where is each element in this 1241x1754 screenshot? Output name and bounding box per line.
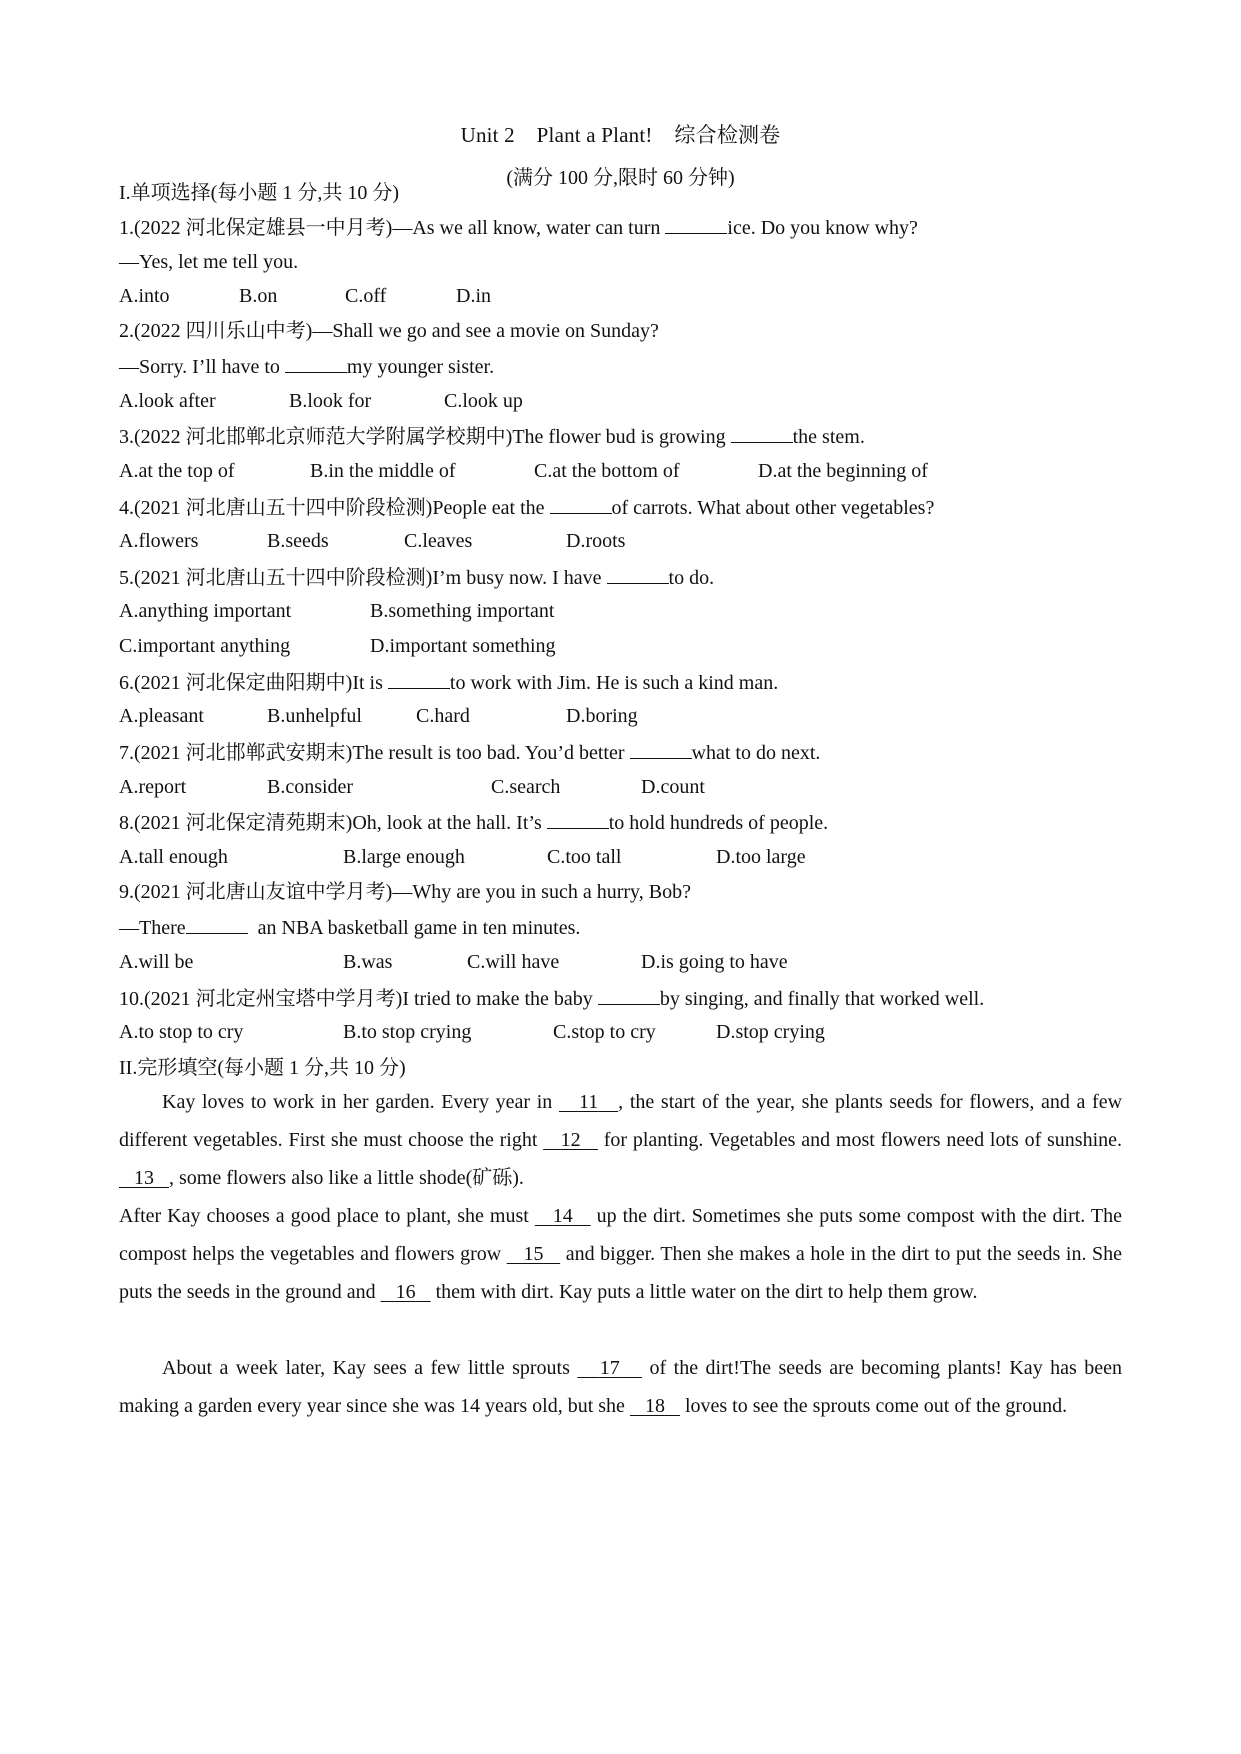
- cloze-blank-12: 12: [560, 1129, 581, 1151]
- question-5-option: C.important anything: [119, 635, 291, 657]
- question-2-stem: 2.(2022 四川乐山中考)—Shall we go and see a movie on Sunday?: [119, 320, 659, 342]
- question-1-option: A.into: [119, 285, 170, 307]
- section-heading-2: II.完形填空(每小题 1 分,共 10 分): [119, 1057, 406, 1079]
- question-3-option: A.at the top of: [119, 460, 235, 482]
- question-3-option: B.in the middle of: [310, 460, 456, 482]
- question-3-option: C.at the bottom of: [534, 460, 680, 482]
- question-7-option: B.consider: [267, 776, 354, 798]
- question-1-option: C.off: [345, 285, 387, 307]
- answer-blank: [186, 914, 248, 934]
- question-7-option: D.count: [641, 776, 705, 798]
- question-9-option: B.was: [343, 951, 393, 973]
- question-8-option: A.tall enough: [119, 846, 228, 868]
- question-9-option: C.will have: [467, 951, 560, 973]
- question-2-option: A.look after: [119, 390, 216, 412]
- question-10-option: D.stop crying: [716, 1021, 825, 1043]
- question-9-option: A.will be: [119, 951, 194, 973]
- answer-blank: [598, 985, 660, 1005]
- question-10-stem: 10.(2021 河北定州宝塔中学月考)I tried to make the baby by singing, and finally that worked well.: [119, 985, 984, 1012]
- passage-paragraph-2: After Kay chooses a good place to plant, she must 14 up the dirt. Sometimes she puts some compost with the dirt. The compost helps the vegetables and flowers grow 15 and bigger. Then she makes a hole in the dirt to put the seeds in. She puts the seeds in the ground and 16 them with dirt. Kay puts a little water on the dirt to help them grow.: [119, 1205, 1123, 1303]
- question-7-option: C.search: [491, 776, 561, 798]
- question-6-option: A.pleasant: [119, 705, 204, 727]
- question-5-option: A.anything important: [119, 600, 292, 622]
- section-heading-1: I.单项选择(每小题 1 分,共 10 分): [119, 182, 399, 204]
- answer-blank: [665, 214, 727, 234]
- question-9-stem: 9.(2021 河北唐山友谊中学月考)—Why are you in such a hurry, Bob?: [119, 881, 691, 903]
- answer-blank: [607, 564, 669, 584]
- question-6-option: B.unhelpful: [267, 705, 362, 727]
- answer-blank: [630, 739, 692, 759]
- question-5-option: B.something important: [370, 600, 555, 622]
- question-1-option: D.in: [456, 285, 491, 307]
- question-1-line2: —Yes, let me tell you.: [119, 251, 299, 273]
- question-5-stem: 5.(2021 河北唐山五十四中阶段检测)I’m busy now. I have to do.: [119, 564, 714, 591]
- question-4-option: D.roots: [566, 530, 626, 552]
- question-9-option: D.is going to have: [641, 951, 788, 973]
- question-10-option: A.to stop to cry: [119, 1021, 244, 1043]
- answer-blank: [550, 494, 612, 514]
- question-3-option: D.at the beginning of: [758, 460, 928, 482]
- question-7-stem: 7.(2021 河北邯郸武安期末)The result is too bad. You’d better what to do next.: [119, 739, 820, 766]
- question-6-option: C.hard: [416, 705, 470, 727]
- question-8-stem: 8.(2021 河北保定清苑期末)Oh, look at the hall. It’s to hold hundreds of people.: [119, 809, 828, 836]
- question-2-line2: —Sorry. I’ll have to my younger sister.: [119, 353, 494, 380]
- question-2-option: C.look up: [444, 390, 523, 412]
- question-6-stem: 6.(2021 河北保定曲阳期中)It is to work with Jim. He is such a kind man.: [119, 669, 778, 696]
- cloze-blank-11: 11: [578, 1091, 599, 1113]
- question-7-option: A.report: [119, 776, 187, 798]
- question-4-stem: 4.(2021 河北唐山五十四中阶段检测)People eat the of carrots. What about other vegetables?: [119, 494, 934, 521]
- question-1-option: B.on: [239, 285, 278, 307]
- question-4-option: B.seeds: [267, 530, 329, 552]
- answer-blank: [547, 809, 609, 829]
- question-6-option: D.boring: [566, 705, 638, 727]
- cloze-blank-15: 15: [523, 1243, 544, 1265]
- cloze-blank-18: 18: [644, 1395, 665, 1417]
- question-8-option: B.large enough: [343, 846, 465, 868]
- answer-blank: [388, 669, 450, 689]
- question-2-option: B.look for: [289, 390, 372, 412]
- question-8-option: D.too large: [716, 846, 806, 868]
- cloze-blank-13: 13: [134, 1167, 154, 1189]
- passage-paragraph-1: Kay loves to work in her garden. Every year in 11 , the start of the year, she plants seeds for flowers, and a few different vegetables. First she must choose the right 12 for planting. Vegetables and most flowers need lots of sunshine. 13 , some flowers also like a little shode(矿砾).: [119, 1091, 1123, 1189]
- question-10-option: C.stop to cry: [553, 1021, 656, 1043]
- cloze-blank-17: 17: [599, 1357, 620, 1379]
- question-4-option: C.leaves: [404, 530, 473, 552]
- cloze-blank-14: 14: [552, 1205, 573, 1227]
- cloze-blank-16: 16: [395, 1281, 416, 1303]
- page-title: Unit 2 Plant a Plant! 综合检测卷: [460, 123, 781, 147]
- question-3-stem: 3.(2022 河北邯郸北京师范大学附属学校期中)The flower bud is growing the stem.: [119, 423, 865, 450]
- passage-paragraph-3: About a week later, Kay sees a few little sprouts 17 of the dirt!The seeds are becoming plants! Kay has been making a garden every year since she was 14 years old, but she 18 loves to see the sprouts come out of the ground.: [119, 1357, 1123, 1417]
- page-subtitle: (满分 100 分,限时 60 分钟): [506, 167, 735, 189]
- question-4-option: A.flowers: [119, 530, 199, 552]
- answer-blank: [285, 353, 347, 373]
- question-5-option: D.important something: [370, 635, 556, 657]
- answer-blank: [731, 423, 793, 443]
- question-10-option: B.to stop crying: [343, 1021, 472, 1043]
- question-8-option: C.too tall: [547, 846, 622, 868]
- question-9-line2: —There an NBA basketball game in ten minutes.: [119, 914, 580, 941]
- question-1-stem: 1.(2022 河北保定雄县一中月考)—As we all know, water can turn ice. Do you know why?: [119, 214, 918, 241]
